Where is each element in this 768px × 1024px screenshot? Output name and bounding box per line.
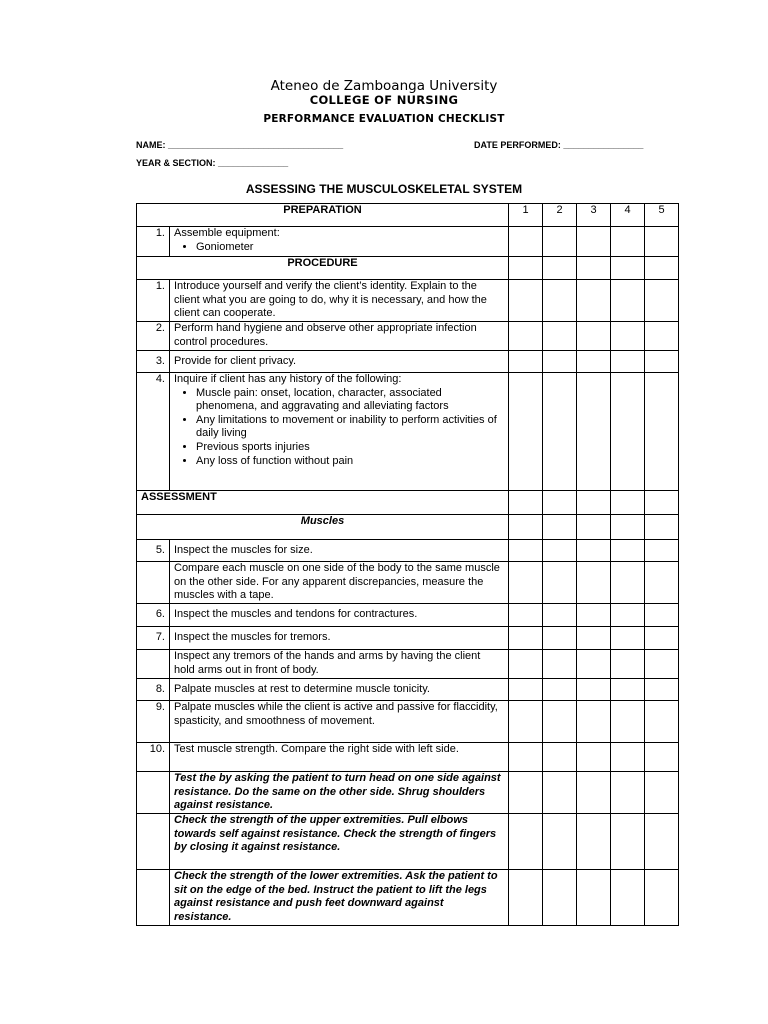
rating-cell[interactable] (577, 351, 611, 373)
rating-cell[interactable] (577, 650, 611, 679)
item-number: 6. (137, 604, 170, 627)
rating-cell[interactable] (645, 772, 679, 814)
rating-cell[interactable] (577, 227, 611, 257)
item-number (137, 870, 170, 926)
rating-column-1: 1 (509, 204, 543, 227)
rating-cell[interactable] (509, 562, 543, 604)
rating-cell[interactable] (611, 227, 645, 257)
item-text: Inspect any tremors of the hands and arms by having the client hold arms out in front of body. (170, 650, 509, 679)
rating-cell[interactable] (645, 351, 679, 373)
muscles-label: Muscles (137, 515, 509, 540)
item-text: Check the strength of the upper extremities. Pull elbows towards self against resistance. Check the strength of fingers by closing it against resistance. (170, 814, 509, 870)
item-label: Inquire if client has any history of the following: (174, 373, 402, 385)
rating-cell[interactable] (543, 679, 577, 701)
item-text: Check the strength of the lower extremities. Ask the patient to sit on the edge of the bed. Instruct the patient to lift the legs against resistance and push feet downward against resistance. (170, 870, 509, 926)
rating-cell[interactable] (577, 373, 611, 491)
item-number: 7. (137, 627, 170, 650)
item-text (170, 227, 509, 257)
rating-cell[interactable] (645, 227, 679, 257)
table-row (137, 604, 679, 627)
item-number (137, 650, 170, 679)
rating-cell[interactable] (509, 627, 543, 650)
rating-column-4: 4 (611, 204, 645, 227)
table-row (137, 351, 679, 373)
rating-cell[interactable] (611, 351, 645, 373)
item-label: Assemble equipment: (174, 227, 280, 239)
rating-cell[interactable] (645, 627, 679, 650)
table-row (137, 280, 679, 322)
item-text: Test the by asking the patient to turn head on one side against resistance. Do the same on the other side. Shrug shoulders against resistance. (170, 772, 509, 814)
rating-cell[interactable] (577, 870, 611, 926)
rating-cell[interactable] (509, 227, 543, 257)
rating-cell[interactable] (611, 562, 645, 604)
rating-cell[interactable] (645, 679, 679, 701)
rating-cell[interactable] (645, 814, 679, 870)
item-number: 2. (137, 322, 170, 351)
bullet-item: • Muscle pain: onset, location, character, associated phenomena, and aggravating and alleviating factors (196, 387, 504, 414)
item-number (137, 562, 170, 604)
item-number: 3. (137, 351, 170, 373)
rating-cell[interactable] (645, 701, 679, 743)
rating-cell[interactable] (645, 540, 679, 562)
item-text: Introduce yourself and verify the client’s identity. Explain to the client what you are going to do, why it is necessary, and how the client can cooperate. (170, 280, 509, 322)
rating-cell[interactable] (509, 679, 543, 701)
rating-cell[interactable] (611, 373, 645, 491)
rating-cell[interactable] (543, 814, 577, 870)
item-text: Palpate muscles at rest to determine muscle tonicity. (170, 679, 509, 701)
rating-cell[interactable] (611, 679, 645, 701)
table-row (137, 322, 679, 351)
rating-cell[interactable] (577, 540, 611, 562)
rating-cell[interactable] (543, 650, 577, 679)
rating-cell[interactable] (577, 701, 611, 743)
rating-cell[interactable] (543, 772, 577, 814)
item-number (137, 814, 170, 870)
rating-cell[interactable] (577, 772, 611, 814)
rating-cell[interactable] (509, 322, 543, 351)
rating-cell[interactable] (543, 562, 577, 604)
university-name: Ateneo de Zamboanga University (270, 78, 498, 94)
item-text: Inspect the muscles for tremors. (170, 627, 509, 650)
rating-cell[interactable] (577, 604, 611, 627)
rating-cell[interactable] (611, 814, 645, 870)
table-row (137, 772, 679, 814)
item-text: Test muscle strength. Compare the right side with left side. (170, 743, 509, 772)
preparation-header-row (137, 204, 679, 227)
item-text (170, 373, 509, 491)
rating-cell[interactable] (509, 743, 543, 772)
table-row (137, 562, 679, 604)
rating-cell[interactable] (645, 604, 679, 627)
rating-cell[interactable] (611, 322, 645, 351)
table-row (137, 627, 679, 650)
rating-cell[interactable] (543, 540, 577, 562)
rating-cell[interactable] (645, 870, 679, 926)
rating-cell[interactable] (577, 322, 611, 351)
rating-cell[interactable] (509, 772, 543, 814)
rating-column-2: 2 (543, 204, 577, 227)
college-name: COLLEGE OF NURSING (309, 93, 459, 107)
rating-cell[interactable] (645, 373, 679, 491)
assessment-header-row (137, 491, 679, 515)
item-text: Palpate muscles while the client is active and passive for flaccidity, spasticity, and smoothness of movement. (170, 701, 509, 743)
table-row (137, 227, 679, 257)
checklist-title: ASSESSING THE MUSCULOSKELETAL SYSTEM (245, 182, 523, 196)
rating-cell[interactable] (543, 870, 577, 926)
muscles-subheader-row (137, 515, 679, 540)
rating-cell[interactable] (509, 280, 543, 322)
table-row (137, 701, 679, 743)
rating-cell[interactable] (509, 373, 543, 491)
rating-cell[interactable] (543, 227, 577, 257)
rating-cell[interactable] (543, 322, 577, 351)
rating-cell[interactable] (645, 280, 679, 322)
rating-cell[interactable] (577, 562, 611, 604)
rating-cell[interactable] (611, 604, 645, 627)
rating-cell[interactable] (509, 540, 543, 562)
item-text: Compare each muscle on one side of the body to the same muscle on the other side. For any apparent discrepancies, measure the muscles with a tape. (170, 562, 509, 604)
item-text: Inspect the muscles for size. (170, 540, 509, 562)
item-number: 10. (137, 743, 170, 772)
name-field: NAME: ___________________________________ (136, 140, 344, 150)
rating-cell[interactable] (645, 743, 679, 772)
rating-cell[interactable] (509, 351, 543, 373)
rating-cell[interactable] (611, 540, 645, 562)
item-text: Perform hand hygiene and observe other appropriate infection control procedures. (170, 322, 509, 351)
bullet-item: • Any limitations to movement or inability to perform activities of daily living (196, 414, 504, 441)
table-row (137, 679, 679, 701)
bullet-item: • Goniometer (196, 241, 504, 255)
rating-cell[interactable] (543, 627, 577, 650)
rating-cell[interactable] (577, 627, 611, 650)
table-row (137, 650, 679, 679)
rating-cell[interactable] (611, 280, 645, 322)
form-title: PERFORMANCE EVALUATION CHECKLIST (263, 113, 505, 125)
rating-cell[interactable] (543, 743, 577, 772)
rating-cell[interactable] (645, 562, 679, 604)
item-number: 1. (137, 227, 170, 257)
item-number: 1. (137, 280, 170, 322)
table-row (137, 743, 679, 772)
checklist-table (136, 203, 679, 926)
item-number: 8. (137, 679, 170, 701)
rating-cell[interactable] (509, 870, 543, 926)
rating-cell[interactable] (645, 650, 679, 679)
bullet-item: • Any loss of function without pain (196, 455, 504, 469)
preparation-label: PREPARATION (137, 204, 509, 227)
rating-cell[interactable] (509, 604, 543, 627)
rating-cell[interactable] (543, 280, 577, 322)
procedure-header-row (137, 257, 679, 280)
rating-column-3: 3 (577, 204, 611, 227)
table-row (137, 373, 679, 491)
rating-cell[interactable] (509, 701, 543, 743)
rating-cell[interactable] (543, 373, 577, 491)
item-text: Provide for client privacy. (170, 351, 509, 373)
item-number: 5. (137, 540, 170, 562)
rating-cell[interactable] (611, 701, 645, 743)
rating-cell[interactable] (577, 280, 611, 322)
rating-cell[interactable] (577, 814, 611, 870)
bullet-item: • Previous sports injuries (196, 441, 504, 455)
rating-cell[interactable] (611, 627, 645, 650)
rating-cell[interactable] (577, 743, 611, 772)
assessment-label: ASSESSMENT (137, 491, 509, 515)
rating-cell[interactable] (509, 650, 543, 679)
procedure-label: PROCEDURE (137, 257, 509, 280)
rating-cell[interactable] (611, 870, 645, 926)
item-number: 4. (137, 373, 170, 491)
rating-cell[interactable] (611, 743, 645, 772)
date-performed-field: DATE PERFORMED: ________________ (474, 140, 644, 150)
rating-cell[interactable] (543, 604, 577, 627)
year-section-field: YEAR & SECTION: ______________ (136, 158, 289, 168)
table-row (137, 870, 679, 926)
rating-cell[interactable] (509, 814, 543, 870)
rating-cell[interactable] (611, 650, 645, 679)
item-number: 9. (137, 701, 170, 743)
rating-column-5: 5 (645, 204, 679, 227)
rating-cell[interactable] (543, 701, 577, 743)
rating-cell[interactable] (543, 351, 577, 373)
rating-cell[interactable] (577, 679, 611, 701)
table-row (137, 814, 679, 870)
item-text: Inspect the muscles and tendons for contractures. (170, 604, 509, 627)
rating-cell[interactable] (611, 772, 645, 814)
rating-cell[interactable] (645, 322, 679, 351)
table-row (137, 540, 679, 562)
item-number (137, 772, 170, 814)
